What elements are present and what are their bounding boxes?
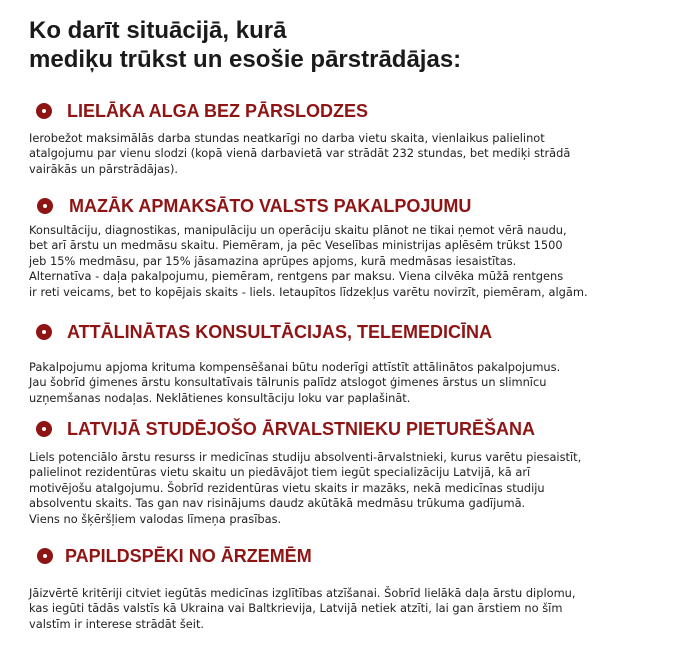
circle-bullet-icon	[36, 103, 52, 119]
title-line-1: Ko darīt situācijā, kurā	[29, 17, 287, 44]
body-line: vairākās un pārstrādājas).	[29, 161, 179, 176]
body-line: Ierobežot maksimālās darba stundas neatkarīgi no darba vietu skaita, vienlaikus palielinot	[29, 131, 545, 145]
circle-bullet-icon	[36, 324, 52, 340]
body-line: Viens no šķēršļiem valodas līmeņa prasības.	[29, 511, 282, 526]
section-heading-text: LATVIJĀ STUDĒJOŠO ĀRVALSTNIEKU PIETURĒŠANA	[67, 419, 536, 439]
circle-bullet-icon	[37, 548, 53, 564]
body-line: Jāizvērtē kritēriji citviet iegūtās medicīnas izglītības atzīšanai. Šobrīd lielākā daļa ārstu diplomu,	[29, 586, 576, 600]
body-line: Konsultāciju, diagnostikas, manipulāciju un operāciju skaitu plānot ne tikai ņemot vērā naudu,	[29, 223, 567, 237]
body-line: uzņemšanas nodaļas. Neklātienes konsultāciju loku var paplašināt.	[29, 390, 411, 405]
title-line-2: mediķu trūkst un esošie pārstrādājas:	[29, 46, 462, 73]
section-reinforcements-from-abroad	[0, 545, 685, 631]
body-line: Alternatīva - daļa pakalpojumu, piemēram, rentgens par maksu. Viena cilvēka mūžā rentgens	[29, 269, 564, 284]
section-higher-salary	[0, 100, 685, 176]
section-heading-text: LIELĀKA ALGA BEZ PĀRSLODZES	[67, 101, 368, 121]
section-fewer-state-services	[0, 195, 685, 299]
body-line: Jau šobrīd ģimenes ārstu konsultatīvais tālrunis palīdz atslogot ģimenes ārstus un slimnīcu	[29, 375, 547, 390]
section-heading-text: PAPILDSPĒKI NO ĀRZEMĒM	[65, 546, 312, 566]
section-body	[29, 586, 576, 632]
section-body	[29, 360, 560, 406]
section-heading	[0, 321, 685, 347]
body-line: ir reti veicams, bet to kopējais skaits - liels. Ietaupītos līdzekļus varētu novirzīt, piemēram, algām.	[29, 284, 588, 299]
section-heading-text: MAZĀK APMAKSĀTO VALSTS PAKALPOJUMU	[69, 196, 472, 216]
section-heading	[0, 195, 685, 221]
page-title	[29, 16, 461, 74]
body-line: absolventu skaits. Tas gan nav risinājums daudz akūtākā medmāsu trūkuma gadījumā.	[29, 496, 526, 511]
section-heading-text: ATTĀLINĀTAS KONSULTĀCIJAS, TELEMEDICĪNA	[67, 322, 492, 342]
body-line: motivējošu atalgojumu. Šobrīd rezidentūras vietu skaits ir mazāks, nekā medicīnas studiju	[29, 480, 545, 495]
body-line: jeb 15% medmāsu, par 15% jāsamazina aprūpes apjoms, kurā medmāsas iesaistītas.	[29, 253, 517, 268]
section-heading	[0, 545, 685, 571]
body-line: Liels potenciālo ārstu resurss ir medicīnas studiju absolventi-ārvalstnieki, kurus varētu piesaistīt,	[29, 450, 582, 464]
body-line: kas iegūti tādās valstīs kā Ukraina vai Baltkrievija, Latvijā netiek atzīti, lai gan ārstiem no šīm	[29, 601, 563, 616]
body-line: bet arī ārstu un medmāsu skaitu. Piemēram, ja pēc Veselības ministrijas aplēsēm trūkst 1500	[29, 238, 563, 253]
section-heading	[0, 418, 685, 444]
body-line: palielinot rezidentūras vietu skaitu un piedāvājot tiem iegūt specializāciju Latvijā, kā arī	[29, 465, 531, 480]
section-body	[29, 223, 588, 300]
circle-bullet-icon	[36, 421, 52, 437]
section-body	[29, 450, 581, 527]
section-foreign-students	[0, 418, 685, 526]
body-line: atalgojumu par vienu slodzi (kopā vienā darbavietā var strādāt 232 stundas, bet mediķi strādā	[29, 146, 571, 161]
section-telemedicine	[0, 321, 685, 405]
section-heading	[0, 100, 685, 126]
body-line: Pakalpojumu apjoma krituma kompensēšanai būtu noderīgi attīstīt attālinātos pakalpojumus.	[29, 360, 561, 374]
circle-bullet-icon	[37, 198, 53, 214]
section-body	[29, 131, 570, 177]
body-line: valstīm ir interese strādāt šeit.	[29, 616, 205, 631]
